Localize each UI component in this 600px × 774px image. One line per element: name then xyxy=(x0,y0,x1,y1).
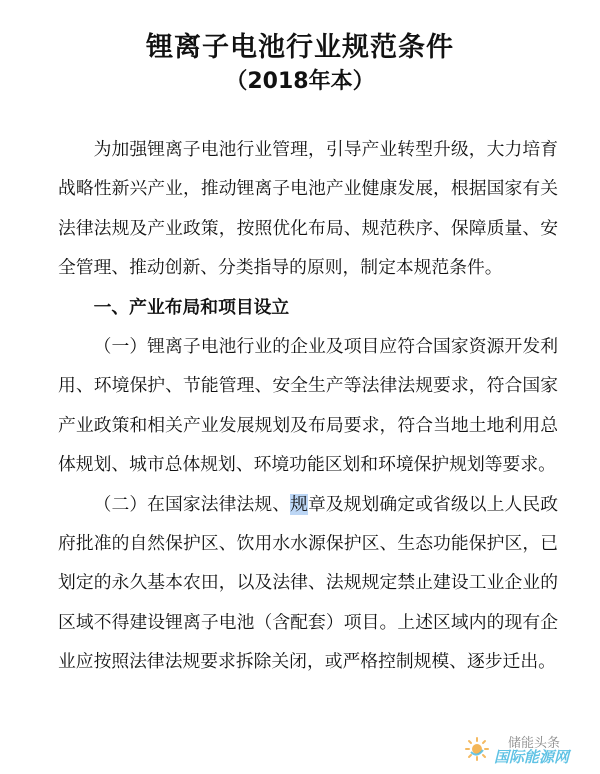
watermark-text-group xyxy=(494,732,594,766)
clause-2-paragraph xyxy=(58,485,558,682)
text-selection-highlight[interactable]: 规 xyxy=(290,493,308,515)
document-body xyxy=(58,130,558,682)
clause-2-text-end: 章及规划确定或省级以上人民政府批准的自然保护区、饮用水水源保护区、生态功能保护区，已划定的永久基本农田，以及法律、法规规定禁止建设工业企业的区域不得建设锂离子电池（含配套）项目。上述区域内的现有企业应按照法律法规要求拆除关闭，或严格控制规模、逐步迁出。 xyxy=(58,493,558,673)
clause-2-text-start: （二）在国家法律法规、 xyxy=(93,493,291,515)
source-watermark xyxy=(464,732,594,766)
intro-paragraph: 为加强锂离子电池行业管理，引导产业转型升级，大力培育战略性新兴产业，推动锂离子电池产业健康发展，根据国家有关法律法规及产业政策，按照优化布局、规范秩序、保障质量、安全管理、推动创新、分类指导的原则，制定本规范条件。 xyxy=(58,139,558,279)
section-heading: 一、产业布局和项目设立 xyxy=(93,296,290,318)
sun-swirl-logo-icon xyxy=(464,736,490,762)
document-title: 锂离子电池行业规范条件 xyxy=(146,32,454,63)
watermark-channel-name: 储能头条 xyxy=(508,736,561,751)
document-edition: （2018年本） xyxy=(225,69,375,94)
clause-1-paragraph: （一）锂离子电池行业的企业及项目应符合国家资源开发利用、环境保护、节能管理、安全生产等法律法规要求，符合国家产业政策和相关产业发展规划及布局要求，符合当地土地利用总体规划、城市总体规划、环境功能区划和环境保护规划等要求。 xyxy=(58,336,558,476)
watermark-site-name: 国际能源网 xyxy=(494,748,570,766)
